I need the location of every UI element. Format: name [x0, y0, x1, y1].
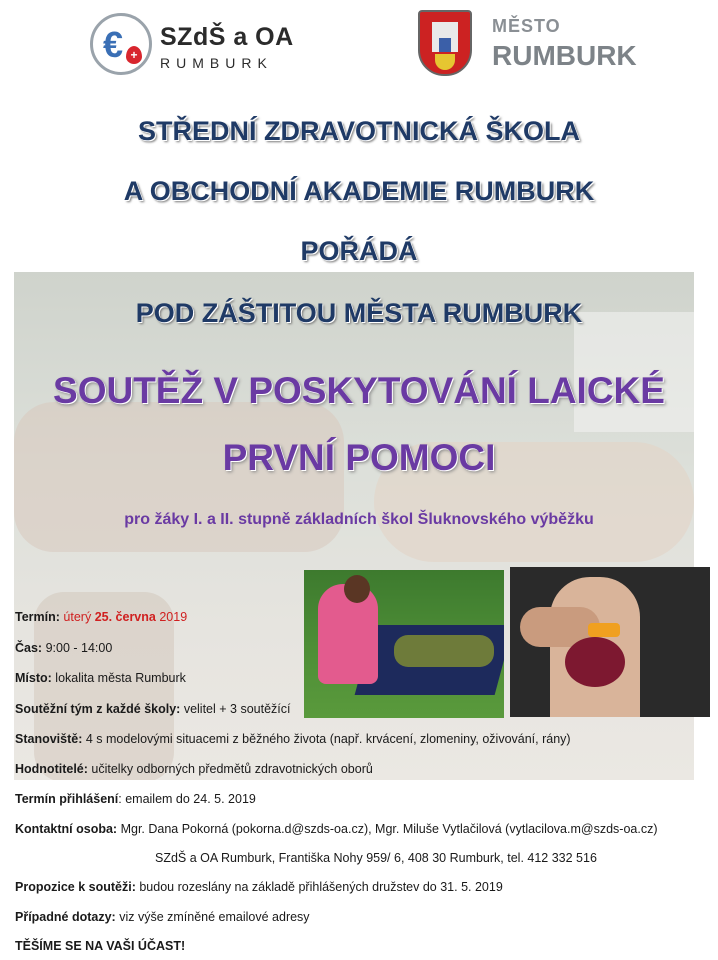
closing-text: TĚŠÍME SE NA VAŠI ÚČAST! — [15, 939, 186, 953]
info-address: SZdŠ a OA Rumburk, Františka Nohy 959/ 6, 408 30 Rumburk, tel. 412 332 516 — [155, 851, 597, 865]
info-stanoviste — [15, 732, 571, 746]
propozice-label: Propozice k soutěži: — [15, 880, 136, 894]
info-kontakt — [15, 822, 657, 836]
school-logo-emblem — [90, 13, 152, 75]
info-tym — [15, 702, 290, 716]
info-dotazy — [15, 910, 310, 924]
title-line-2: PRVNÍ POMOCI — [222, 437, 496, 478]
info-misto — [15, 671, 186, 685]
school-logo-name: SZdŠ a OA — [160, 23, 294, 51]
info-cas — [15, 641, 112, 655]
heading-line-3: POŘÁDÁ — [300, 236, 418, 266]
tym-value: velitel + 3 soutěžící — [183, 702, 291, 716]
title-line-1: SOUTĚŽ V POSKYTOVÁNÍ LAICKÉ — [53, 370, 665, 411]
cas-value: 9:00 - 14:00 — [45, 641, 113, 655]
stanoviste-value: 4 s modelovými situacemi z běžného života (např. krvácení, zlomeniny, oživování, rány) — [85, 732, 571, 746]
heading-line-4: POD ZÁŠTITOU MĚSTA RUMBURK — [135, 298, 583, 328]
subtitle: pro žáky I. a II. stupně základních škol Šluknovského výběžku — [124, 511, 594, 528]
tym-label: Soutěžní tým z každé školy: — [15, 702, 181, 716]
heading-line-2: A OBCHODNÍ AKADEMIE RUMBURK — [123, 176, 595, 206]
heading-line-1: STŘEDNÍ ZDRAVOTNICKÁ ŠKOLA — [138, 116, 580, 146]
info-propozice — [15, 880, 503, 894]
first-aid-photo — [304, 570, 504, 718]
stanoviste-label: Stanoviště: — [15, 732, 83, 746]
city-logo-name: RUMBURK — [492, 40, 637, 71]
misto-value: lokalita města Rumburk — [55, 671, 186, 685]
info-termin — [15, 610, 187, 624]
cas-label: Čas: — [15, 641, 43, 655]
wound-makeup-photo — [510, 567, 710, 717]
city-logo-label: MĚSTO — [492, 16, 561, 36]
termin-year: 2019 — [159, 610, 188, 624]
school-logo — [90, 13, 305, 79]
misto-label: Místo: — [15, 671, 52, 685]
kontakt-value: Mgr. Dana Pokorná (pokorna.d@szds-oa.cz), Mgr. Miluše Vytlačilová (vytlacilova.m@szds-oa.cz) — [120, 822, 658, 836]
dotazy-label: Případné dotazy: — [15, 910, 116, 924]
termin-date: 25. června — [94, 610, 156, 624]
dotazy-value: viz výše zmíněné emailové adresy — [119, 910, 310, 924]
city-logo — [418, 8, 637, 80]
euro-icon: € — [103, 24, 124, 65]
hodnotitele-label: Hodnotitelé: — [15, 762, 88, 776]
blood-drop-icon: + — [126, 46, 142, 64]
info-prihlaseni — [15, 792, 256, 806]
prihlaseni-label: Termín přihlášení — [15, 792, 119, 806]
hodnotitele-value: učitelky odborných předmětů zdravotnických oborů — [91, 762, 373, 776]
propozice-value: budou rozeslány na základě přihlášených družstev do 31. 5. 2019 — [139, 880, 503, 894]
termin-label: Termín: — [15, 610, 60, 624]
info-hodnotitele — [15, 762, 373, 776]
kontakt-label: Kontaktní osoba: — [15, 822, 118, 836]
prihlaseni-value: : emailem do 24. 5. 2019 — [118, 792, 256, 806]
school-logo-subtitle: RUMBURK — [160, 55, 273, 71]
city-crest-icon — [418, 10, 472, 76]
termin-day: úterý — [63, 610, 92, 624]
